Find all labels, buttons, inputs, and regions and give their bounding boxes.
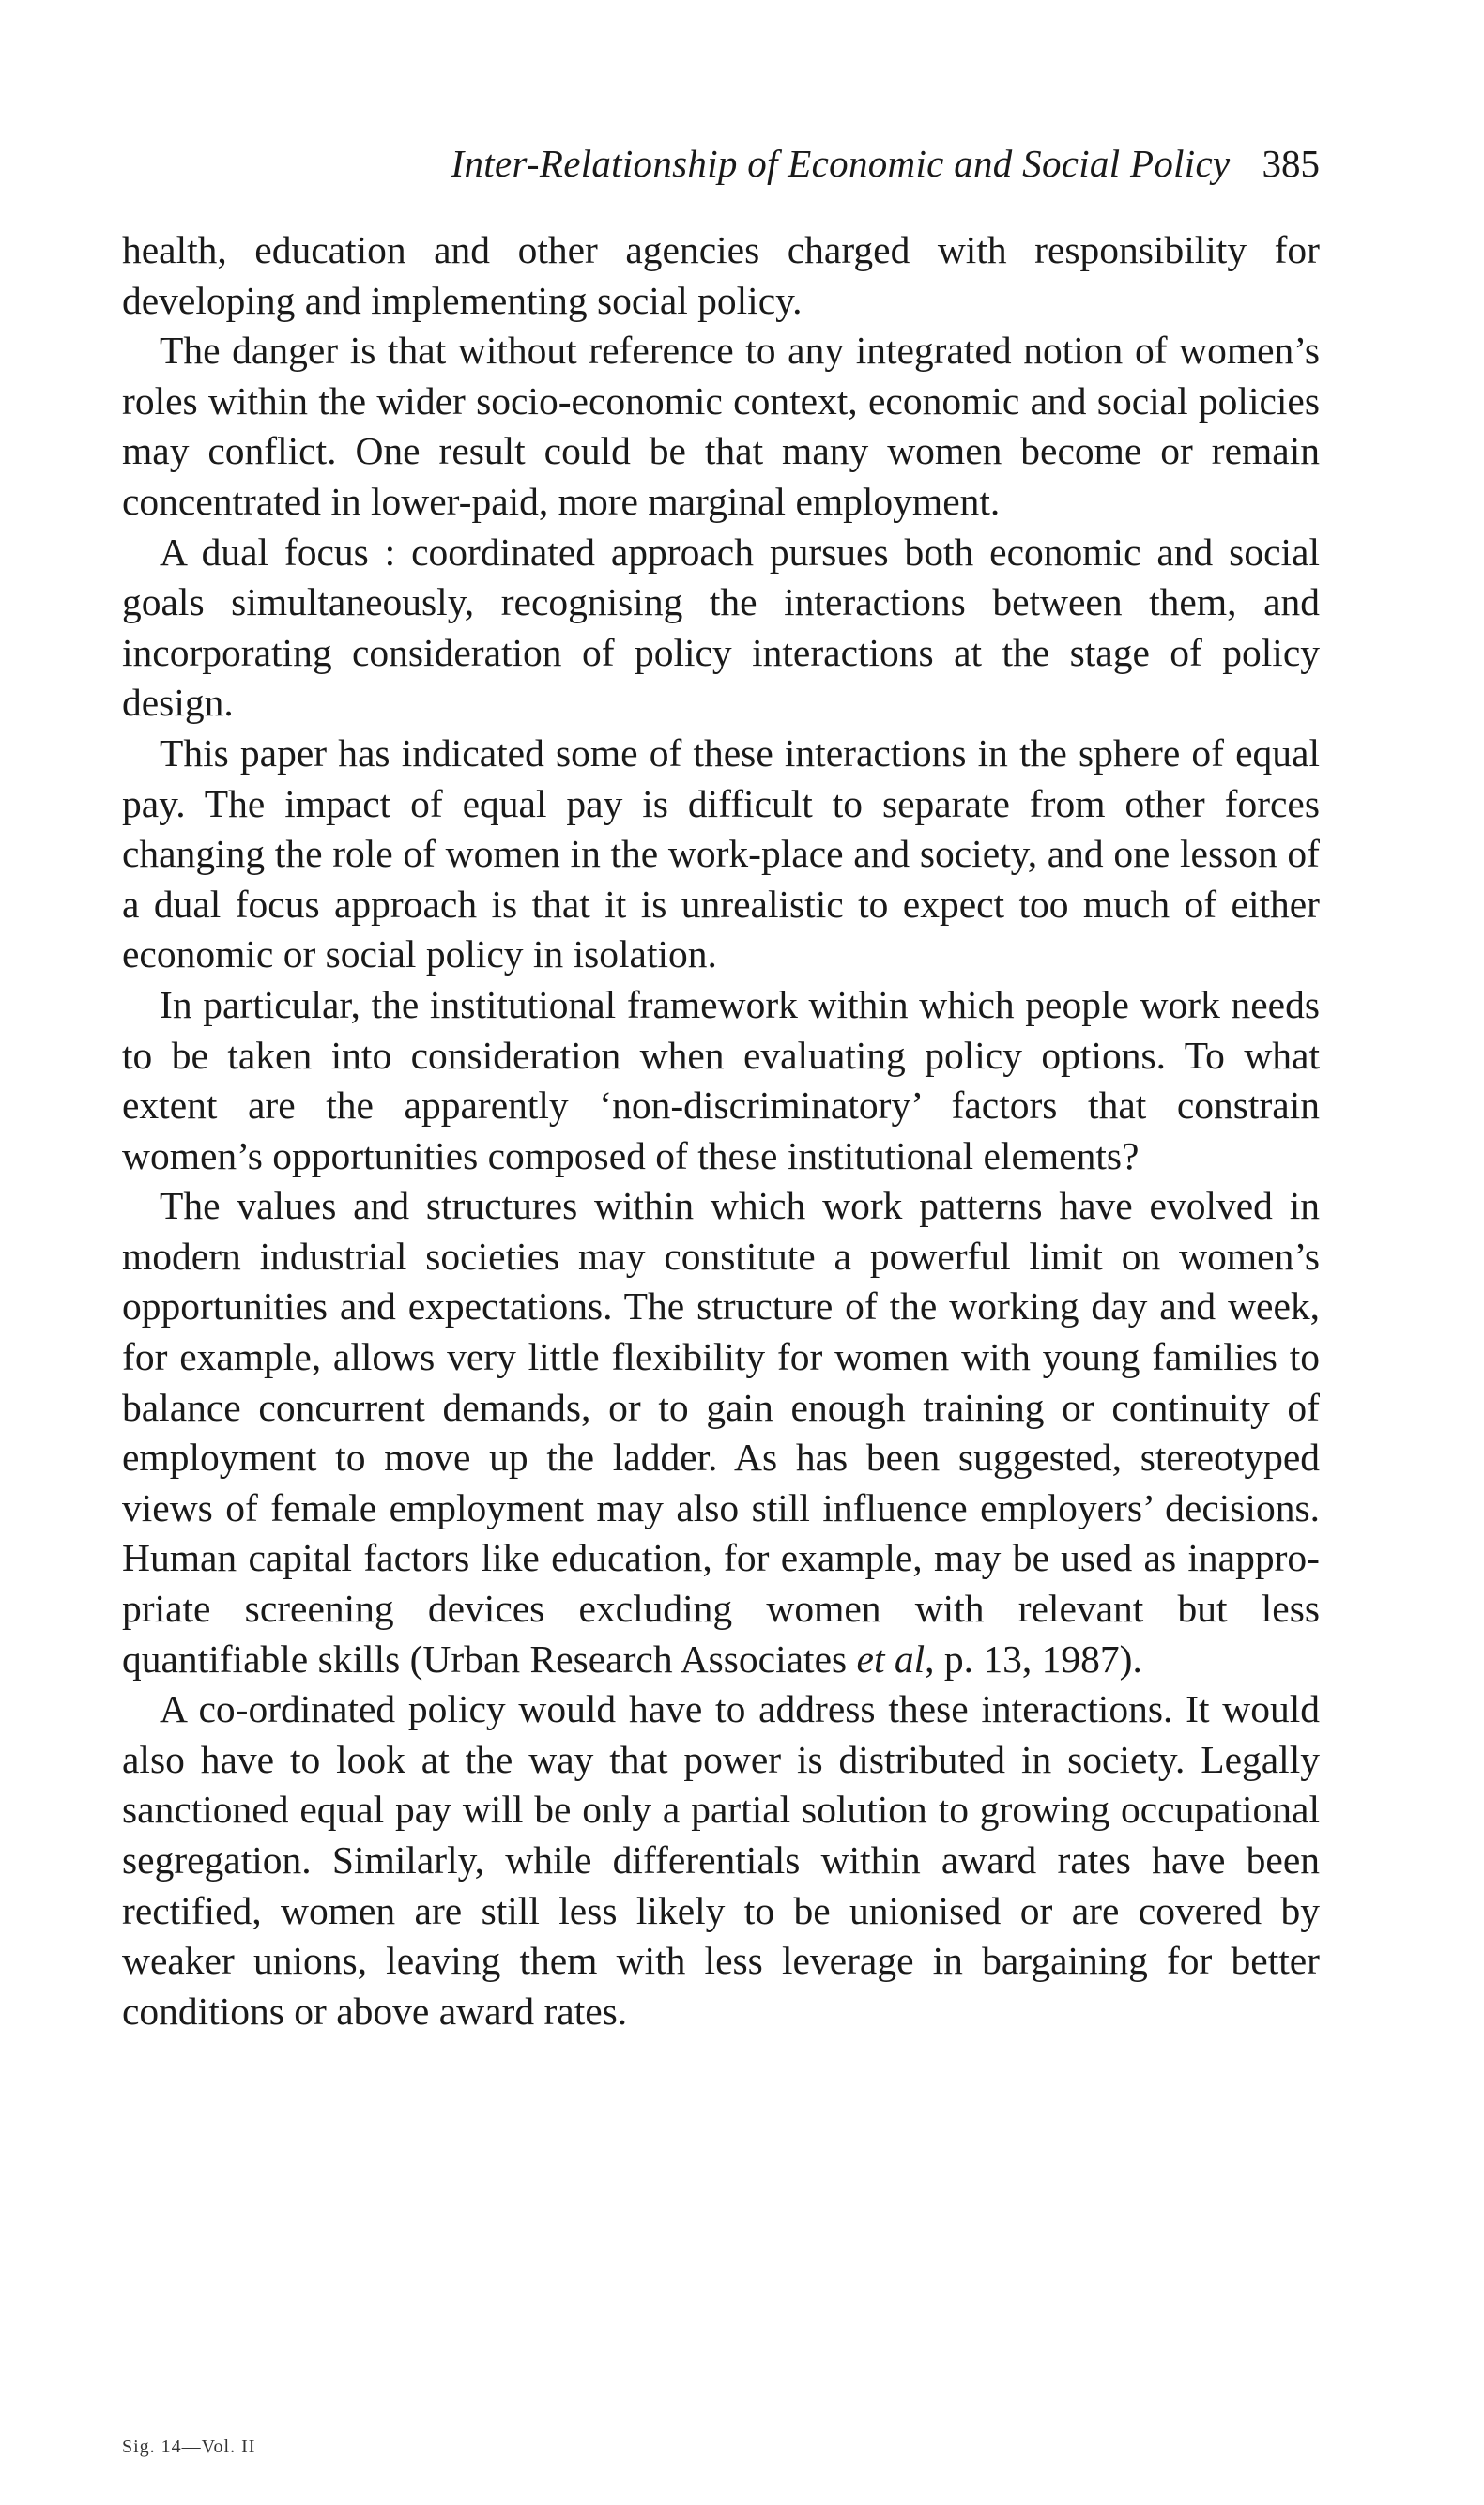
running-header [122, 141, 1320, 197]
running-title: Inter-Relationship of Economic and Social Policy [451, 142, 1231, 185]
body-text [122, 225, 1320, 2036]
paragraph-values-and-structures [122, 1181, 1320, 1684]
paragraph-coordinated-policy: A co-ordinated policy would have to address these interactions. It would also have to look at the way that power is distributed in society. Legally sanctioned equal pay will be only a partial solution to growing occupational segregation. Similarly, while differentials within award rates have been rectified, women are still less likely to be unionised or are covered by weaker unions, leaving them with less leverage in bargaining for better conditions or above award rates. [122, 1687, 1320, 2033]
paragraph-text-segment: , p. 13, 1987). [925, 1637, 1142, 1681]
paragraph-policy-conflict: The danger is that without reference to any integrated notion of women’s roles within the wider socio-economic context, economic and social policies may conflict. One result could be that many women become or remain concentrated in lower-paid, more marginal employment. [122, 329, 1320, 523]
paragraph-equal-pay: This paper has indicated some of these interactions in the sphere of equal pay. The impact of equal pay is difficult to separate from other forces changing the role of women in the work-place and society, and one lesson of a dual focus approach is that it is unrealistic to expect too much of either economic or social policy in isolation. [122, 730, 1320, 976]
paragraph-dual-focus: A dual focus : coordinated approach pursues both economic and social goals simultaneously, recognising the interactions between them, and incorporating consideration of policy interactions at the stage of policy design. [122, 530, 1320, 725]
page-number: 385 [1262, 142, 1320, 185]
signature-mark: Sig. 14—Vol. II [122, 2436, 256, 2457]
citation-et-al: et al [856, 1637, 926, 1681]
paragraph-text-segment: The values and structures within which work patterns have evolved in modern industrial societies may constitute a powerful limit on women’s opportunities and expectations. The structure of the working day and week, for example, allows very little flexibility for women with young families to balance concurrent demands, or to gain enough training or continuity of employment to move up the ladder. As has been suggested, stereotyped views of female employment may also still influence employers’ decisions. Human capital factors like education, for example, may be used as inappropriate screening devices excluding women with relevant but less quantifiable skills (Urban Research Associates [122, 1184, 1320, 1681]
paragraph-continuation: health, education and other agencies charged with responsibility for developing and implementing social policy. [122, 228, 1320, 322]
paragraph-institutional-framework: In particular, the institutional framework within which people work needs to be taken into consideration when evaluating policy options. To what extent are the apparently ‘non-discriminatory’ factors that constrain women’s opportunities composed of these institutional elements? [122, 982, 1320, 1177]
